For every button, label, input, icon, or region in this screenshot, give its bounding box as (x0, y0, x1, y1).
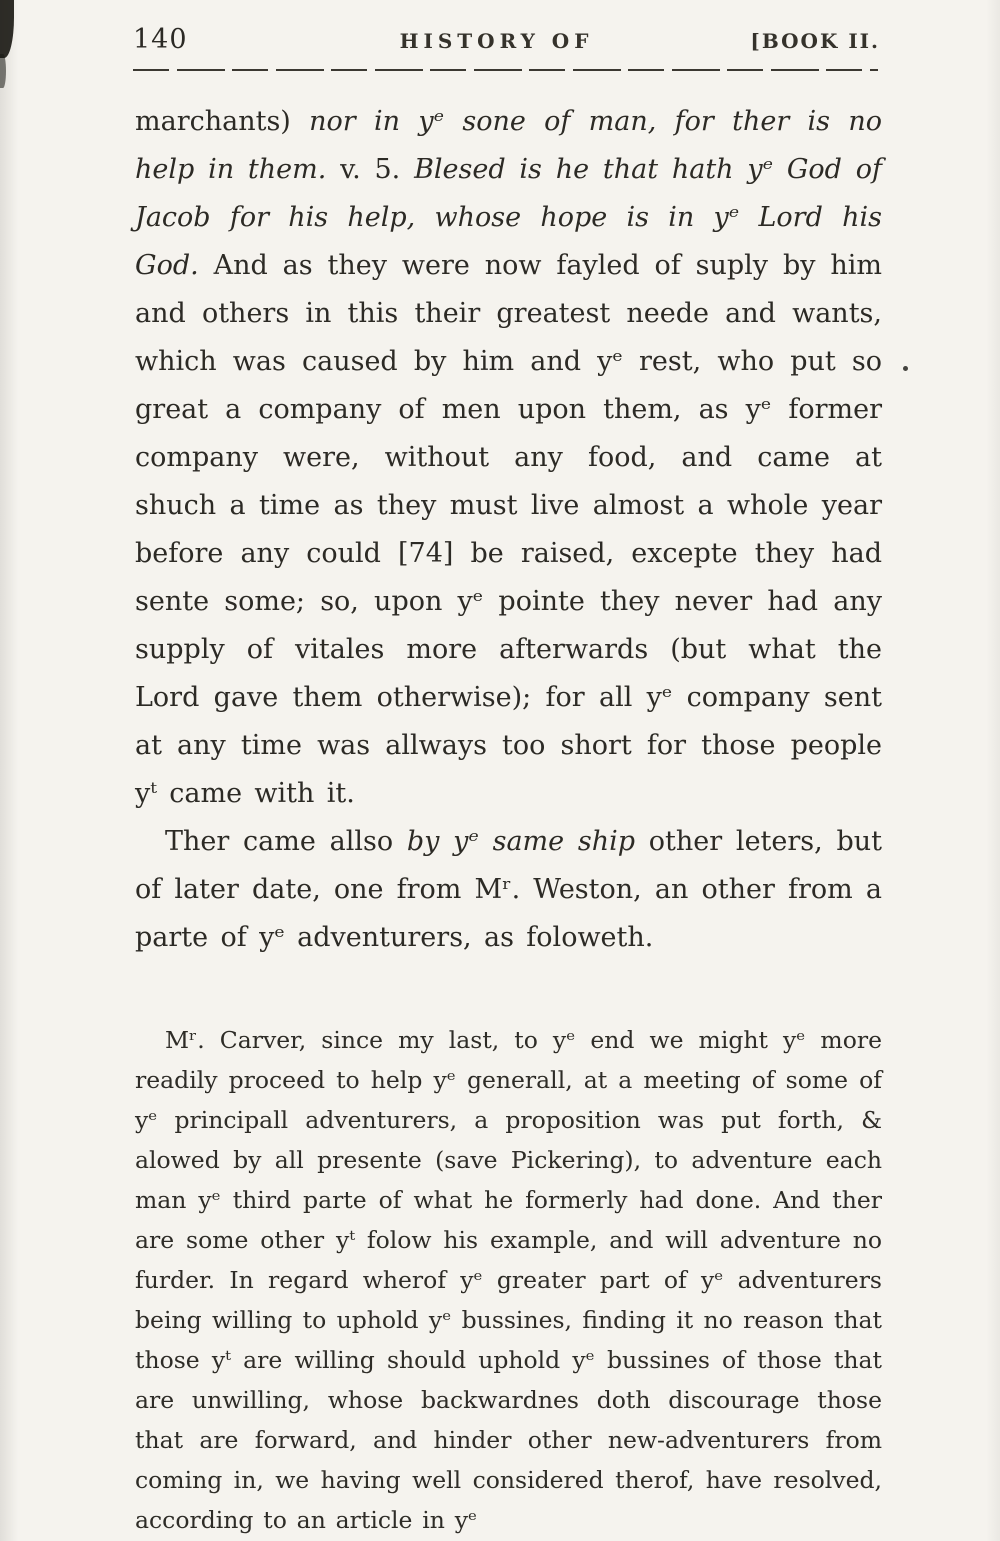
text-segment: Blesed is he that hath yᵉ God of Jacob for his help, whose hope is in yᵉ Lord his God. (135, 154, 882, 281)
text-segment: And as they were now fayled of suply by him and others in this their greatest neede and wants, which was caused by him and yᵉ rest, who put so great a company of men upon them, as yᵉ former company were, without any food, and came at shuch a time as they must live almost a whole year before any could [74] be raised, excepte they had sente some; so, upon yᵉ pointe they never had any supply of vitales more afterwards (but what the Lord gave them otherwise); for all yᵉ company sent at any time was allways too short for those people yᵗ came with it. (135, 250, 882, 809)
book-label: [BOOK II. (750, 29, 880, 53)
paragraph-psalm-quote-and-narrative (135, 98, 882, 818)
page-header (133, 24, 880, 55)
scan-artifact-top-left (0, 0, 14, 58)
scan-artifact-stray-dot (903, 366, 908, 371)
text-segment: nor in yᵉ sone of man, for ther is no help in them. (135, 106, 882, 185)
page-body (135, 98, 882, 1540)
paragraph-carver-letter (135, 1020, 882, 1540)
running-title: HISTORY OF (399, 29, 594, 53)
text-segment: Ther came allso (165, 826, 407, 857)
page-number: 140 (133, 24, 188, 55)
text-segment: by yᵉ same ship (406, 826, 636, 857)
text-segment: Mʳ. Carver, since my last, to yᵉ end we might yᵉ more readily proceed to help yᵉ generall, at a meeting of some of yᵉ principall adventurers, a proposition was put forth, & alowed by all presente (save Pickering), to adventure each man yᵉ third parte of what he formerly had done. And ther are some other yᵗ folow his example, and will adventure no furder. In regard wherof yᵉ greater part of yᵉ adventurers being willing to uphold yᵉ bussines, finding it no reason that those yᵗ are willing should uphold yᵉ bussines of those that are unwilling, whose backwardnes doth discourage those that are forward, and hinder other new-adventurers from coming in, we having well considered therof, have resolved, according to an article in yᵉ (135, 1026, 882, 1534)
text-segment: other leters, but of later date, one from Mʳ. Weston, an other from a parte of yᵉ adventurers, as foloweth. (135, 826, 883, 953)
text-segment: marchants) (135, 106, 310, 137)
paragraph-letters-arrival-note (135, 818, 882, 962)
header-rule (133, 69, 878, 72)
text-segment: v. 5. (326, 154, 415, 185)
scan-artifact-left-edge (0, 54, 6, 88)
